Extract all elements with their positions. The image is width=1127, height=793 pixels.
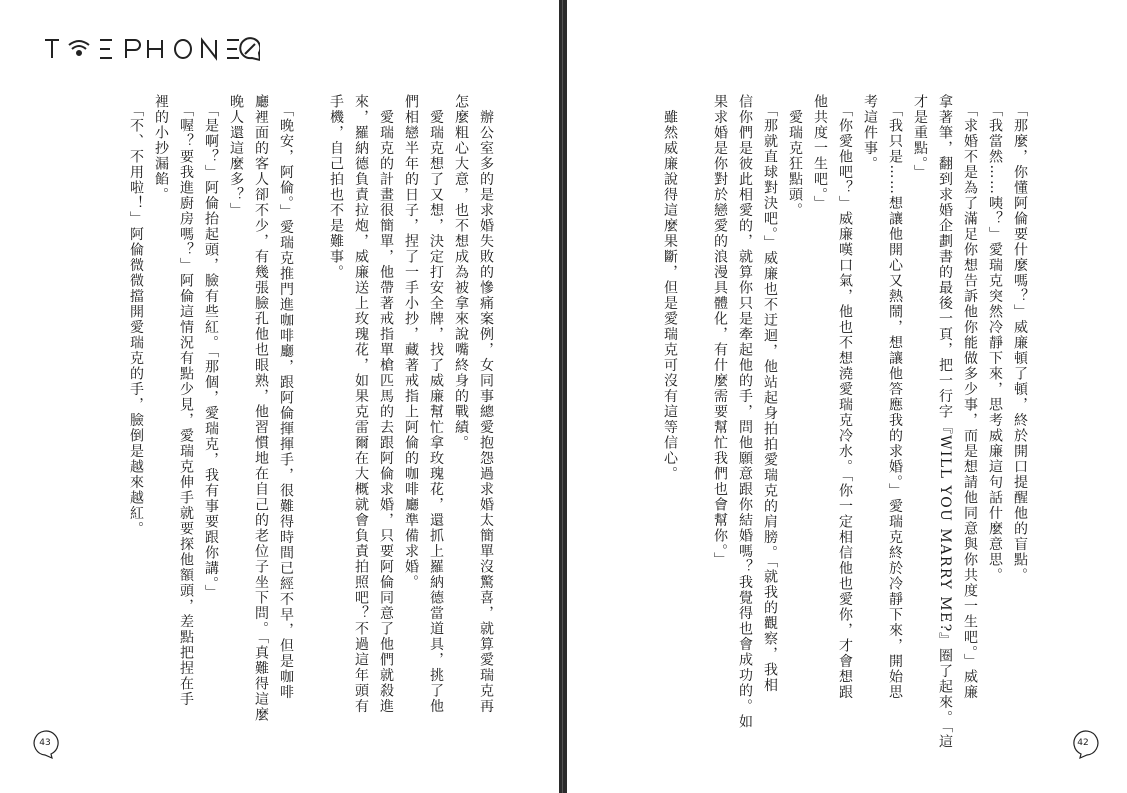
- page-number-badge: [32, 730, 58, 756]
- page-text-line: 辦公室多的是求婚失敗的慘痛案例，女同事總愛抱怨過求婚太簡單沒驚喜，就算愛瑞克再: [478, 94, 494, 714]
- left-page: [0, 0, 559, 793]
- page-text-line: 愛瑞克狂點頭。: [787, 94, 803, 218]
- page-number-badge: [1070, 730, 1096, 756]
- page-text-line: 「晚安，阿倫。」愛瑞克推門進咖啡廳，跟阿倫揮揮手，很難得時間已經不早，但是咖啡: [278, 94, 294, 700]
- page-text-line: 「我只是……想讓他開心又熱鬧，想讓他答應我的求婚。」愛瑞克終於冷靜下來，開始思: [887, 94, 903, 700]
- page-text-line: 廳裡面的客人卻不少，有幾張臉孔他也眼熟，他習慣地在自己的老位子坐下問。「真難得這麼: [253, 94, 269, 723]
- page-text-line: 「你愛他吧？」威廉嘆口氣，他也不想澆愛瑞克冷水。「你一定相信他也愛你，才會想跟: [837, 94, 853, 700]
- page-text-line: 「不、不用啦！」阿倫微微擋開愛瑞克的手，臉倒是越來越紅。: [128, 94, 144, 537]
- page-text-line: 裡的小抄漏餡。: [153, 94, 169, 203]
- right-page: [567, 0, 1127, 793]
- page-text-line: 果求婚是你對於戀愛的浪漫具體化，有什麼需要幫忙我們也會幫你。」: [712, 94, 728, 568]
- page-number: 43: [39, 738, 51, 748]
- page-text-line: 「我當然……咦？」愛瑞克突然冷靜下來，思考威廉這句話什麼意思。: [987, 94, 1003, 583]
- book-spine: [559, 0, 567, 793]
- page-number: 42: [1077, 738, 1089, 748]
- page-text-line: 「求婚不是為了滿足你想告訴他你能做多少事，而是想請他同意與你共度一生吧。」威廉: [962, 94, 978, 700]
- page-text-line: 手機，自己拍也不是難事。: [328, 94, 344, 280]
- page-text-line: 雖然威廉說得這麼果斷，但是愛瑞克可沒有這等信心。: [662, 94, 678, 482]
- page-text-line: 「喔？要我進廚房嗎？」阿倫這情況有點少見，愛瑞克伸手就要探他額頭，差點把捏在手: [178, 94, 194, 707]
- book-logo: [42, 36, 260, 62]
- the-phone-logo-icon: [42, 36, 260, 62]
- page-text-line: 拿著筆，翻到求婚企劃書的最後一頁，把一行字『WILL YOU MARRY ME?』圈了起來。「這: [937, 94, 953, 750]
- page-text-line: 才是重點。」: [912, 94, 928, 180]
- page-text-line: 愛瑞克的計畫很簡單，他帶著戒指單槍匹馬的去跟阿倫求婚，只要阿倫同意了他們就殺進: [378, 94, 394, 714]
- page-text-line: 晚人還這麼多？」: [228, 94, 244, 218]
- page-text-line: 信你們是彼此相愛的，就算你只是牽起他的手，問他願意跟你結婚嗎？我覺得也會成功的。如: [737, 94, 753, 730]
- page-text-line: 怎麼粗心大意，也不想成為被拿來說嘴終身的戰績。: [453, 94, 469, 451]
- page-text-line: 來，羅納德負責拉炮，威廉送上玫瑰花，如果克雷爾在大概就會負責拍照吧？不過這年頭有: [353, 94, 369, 714]
- page-text-line: 愛瑞克想了又想，決定打安全牌，找了威廉幫忙拿玫瑰花，還抓上羅納德當道具，挑了他: [428, 94, 444, 714]
- page-text-line: 考這件事。: [862, 94, 878, 172]
- page-text-line: 們相戀半年的日子，捏了一手小抄，藏著戒指上阿倫的咖啡廳準備求婚。: [403, 94, 419, 590]
- page-text-line: 「那就直球對決吧。」威廉也不迂迴，他站起身拍拍愛瑞克的肩膀。「就我的觀察，我相: [762, 94, 778, 693]
- page-text-line: 他共度一生吧。」: [812, 94, 828, 211]
- page-text-line: 「是啊？」阿倫抬起頭，臉有些紅。「那個，愛瑞克，我有事要跟你講。」: [203, 94, 219, 600]
- page-text-line: 「那麼，你懂阿倫要什麼嗎？」威廉頓了頓，終於開口提醒他的盲點。: [1012, 94, 1028, 583]
